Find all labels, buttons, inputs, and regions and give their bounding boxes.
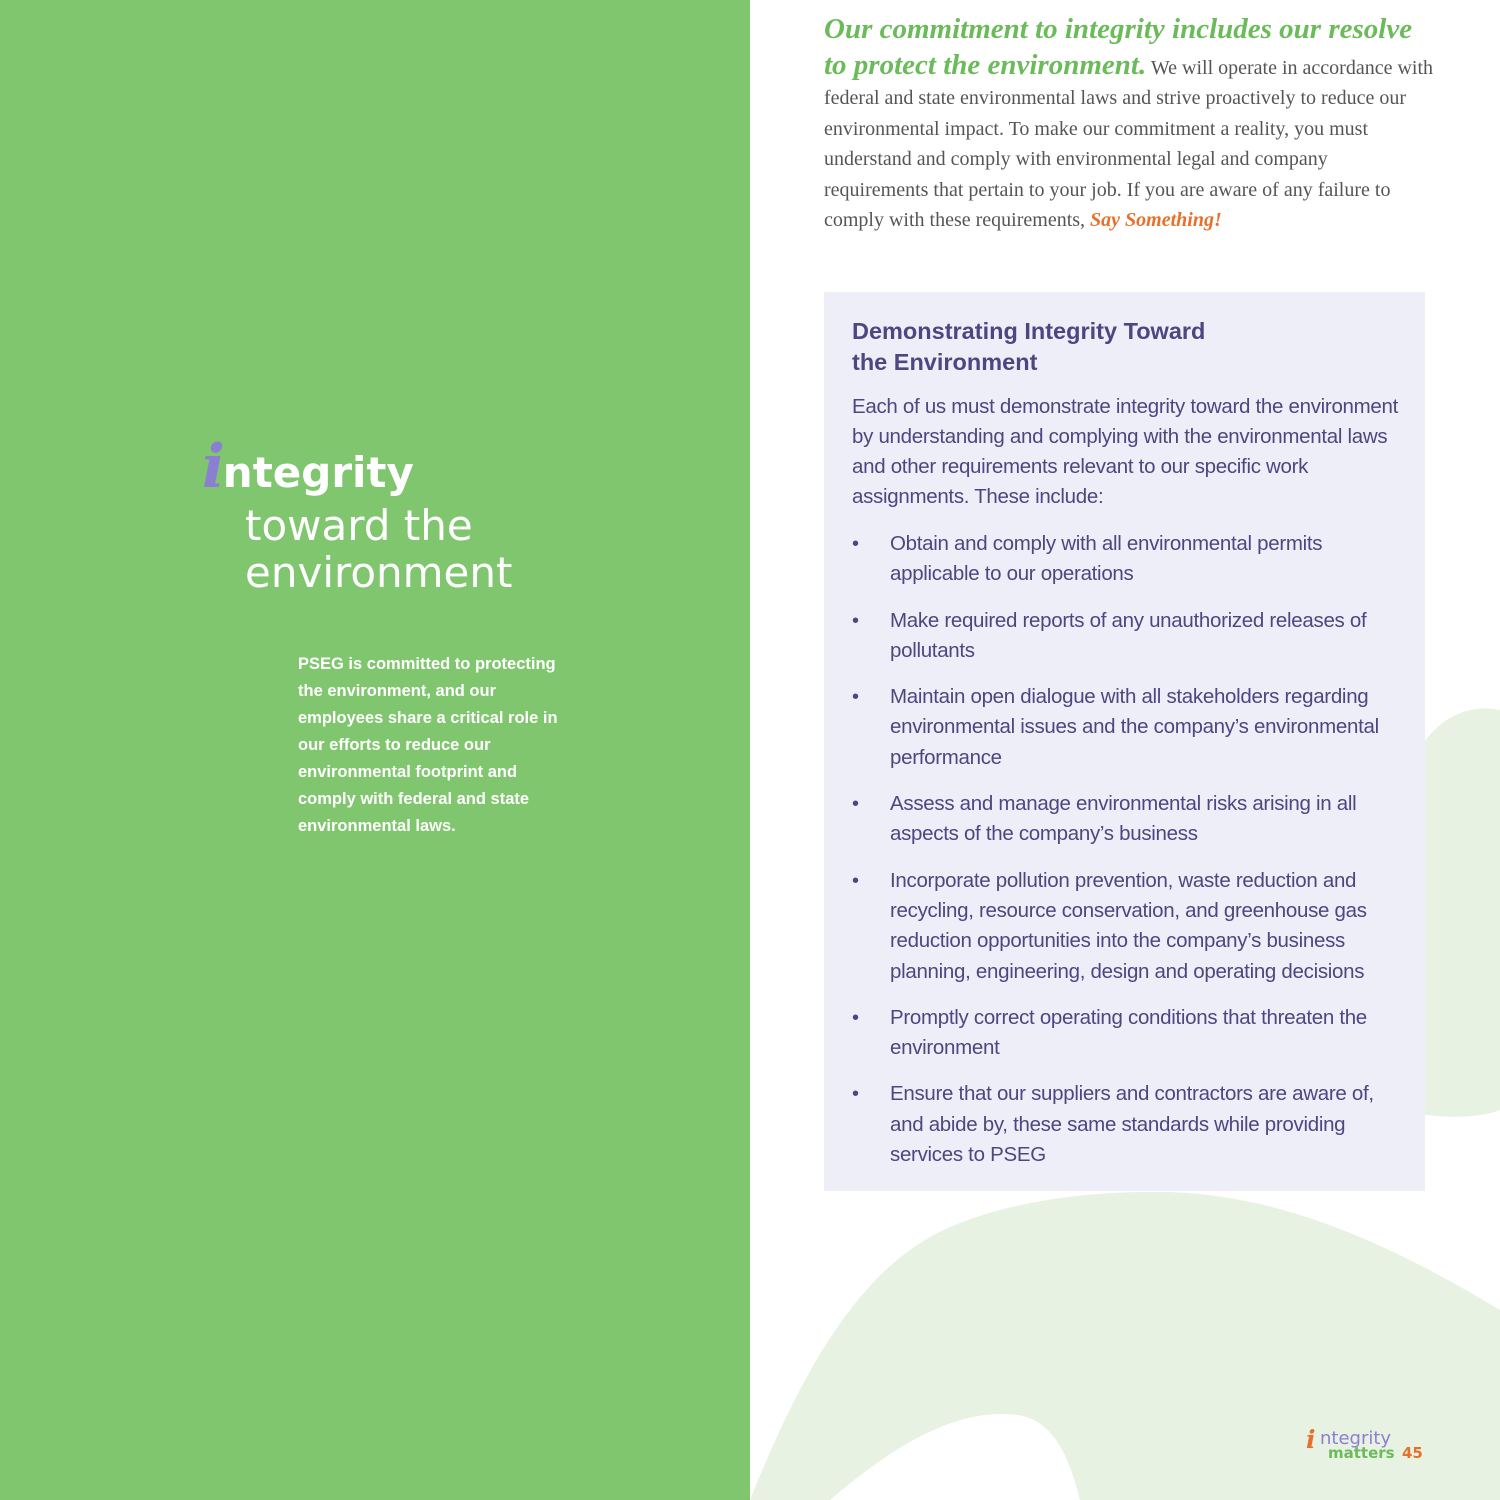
list-item-text: Incorporate pollution prevention, waste reduction and recycling, resource conservation, and greenhouse gas reduction opportunities into the company’s business planning, engineering, design and operating decisions [890,868,1367,983]
list-item [852,1003,1412,1064]
bullet-icon: • [852,533,859,555]
section-title-line2: toward the [245,501,473,550]
integrity-matters-logo [1306,1427,1436,1467]
bullet-icon: • [852,793,859,816]
logo-word-integrity: ntegrity [1320,1428,1392,1449]
list-item-text: Ensure that our suppliers and contractors are aware of, and abide by, these same standards while providing services to PSEG [890,1082,1374,1167]
list-item-text: Assess and manage environmental risks arising in all aspects of the company’s business [890,792,1357,846]
integrity-info-box [824,292,1425,1191]
list-item [852,529,1412,590]
info-box-heading-line2: the Environment [852,349,1038,375]
list-item [852,789,1412,850]
section-intro-text: PSEG is committed to protecting the environment, and our employees share a critical role in our efforts to reduce our environmental footprint and comply with federal and state environmental laws. [298,655,558,835]
bullet-icon: • [852,609,859,632]
commitment-statement [824,12,1434,236]
bullet-icon: • [852,1083,859,1106]
info-box-heading [852,316,1392,378]
list-item [852,606,1412,667]
logo-i-letter: i [1306,1425,1316,1454]
commitment-body: We will operate in accordance with federal and state environmental laws and strive proactively to reduce our environmental impact. To make our commitment a reality, you must understand and comply with environmental legal and company requirements that pertain to your job. If you are aware of any failure to comply with these requirements, [824,56,1434,231]
info-box-lead-text: Each of us must demonstrate integrity toward the environment by understanding and complying with the environmental laws and other requirements relevant to our specific work assignments. These include: [852,395,1399,508]
bullet-icon: • [852,1006,859,1029]
list-item [852,682,1412,773]
list-item [852,866,1412,987]
integrity-i-logo-letter: i [202,432,225,502]
section-title-line3: environment [245,548,513,597]
requirements-list [852,529,1412,1186]
list-item-text: Maintain open dialogue with all stakeholders regarding environmental issues and the company’s environmental performance [890,685,1379,769]
page-number: 45 [1402,1444,1423,1462]
section-title [202,432,513,597]
bullet-icon: • [852,869,859,892]
list-item-text: Obtain and comply with all environmental permits applicable to our operations [890,532,1323,586]
section-title-line1 [202,432,512,502]
say-something-callout: Say Something! [1090,209,1222,231]
bullet-icon: • [852,686,859,709]
commitment-lead: Our commitment to integrity includes our resolve to protect the environment. [824,13,1413,81]
list-item-text: Promptly correct operating conditions that threaten the environment [890,1005,1367,1060]
info-box-heading-line1: Demonstrating Integrity Toward [852,318,1206,344]
section-title-word: ntegrity [222,448,414,497]
list-item-text: Make required reports of any unauthorized releases of pollutants [890,608,1367,662]
logo-word-matters: matters [1328,1444,1395,1462]
list-item [852,1079,1412,1170]
